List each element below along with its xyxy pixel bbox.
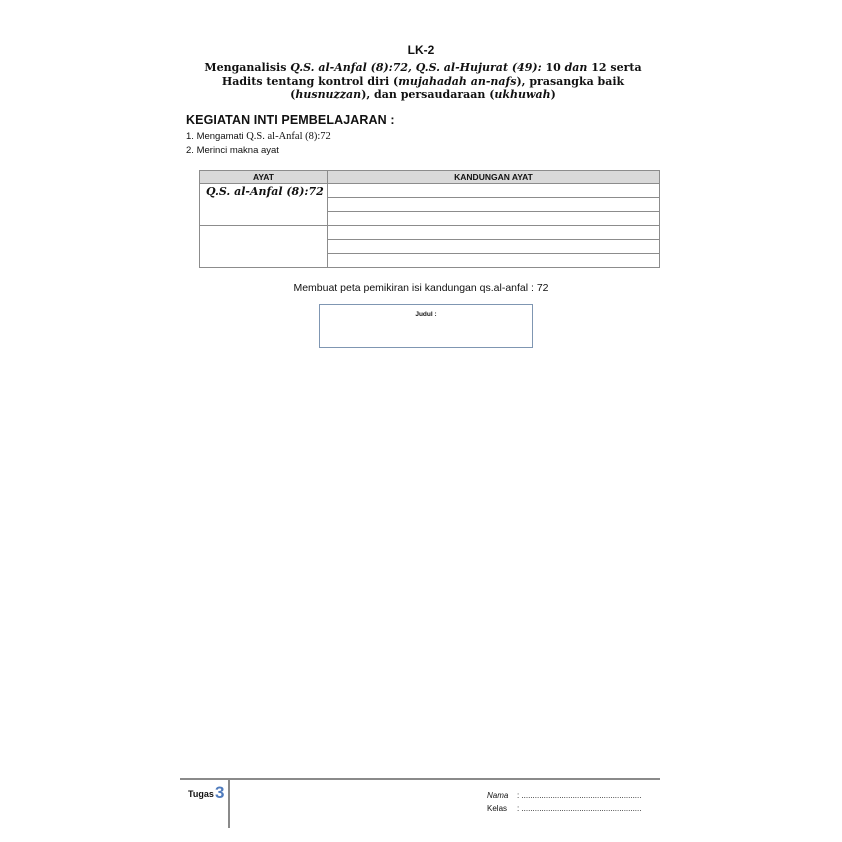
tugas-label: Tugas bbox=[188, 789, 214, 799]
step-reference: Q.S. al-Anfal (8):72 bbox=[246, 131, 331, 142]
table-row bbox=[200, 226, 660, 240]
nama-fill-line: : ...................................................... bbox=[517, 791, 642, 800]
ayat-label bbox=[200, 226, 327, 227]
step-text: Mengamati bbox=[196, 131, 247, 142]
step-text: Merinci makna ayat bbox=[196, 145, 279, 156]
kandungan-cell[interactable] bbox=[328, 254, 660, 268]
step-item bbox=[186, 131, 331, 142]
tugas-number: 3 bbox=[215, 783, 225, 802]
kelas-fill-line: : ...................................................... bbox=[517, 804, 642, 813]
step-number: 2. bbox=[186, 145, 194, 156]
verse-table bbox=[199, 170, 660, 268]
ayat-cell bbox=[200, 184, 328, 226]
table-row bbox=[200, 184, 660, 198]
section-heading: KEGIATAN INTI PEMBELAJARAN : bbox=[186, 113, 395, 127]
step-item bbox=[186, 145, 279, 156]
document-title: Menganalisis Q.S. al-Anfal (8):72, Q.S. al-Hujurat (49): 10 dan 12 serta Hadits tentang kontrol diri (mujahadah an-nafs), prasangka baik (husnuzzan), dan persaudaraan (ukhuwah) bbox=[204, 61, 642, 101]
document-code: LK-2 bbox=[407, 43, 435, 57]
nama-field[interactable] bbox=[487, 791, 641, 800]
mind-map-box[interactable] bbox=[319, 304, 533, 348]
ayat-label: Q.S. al-Anfal (8):72 bbox=[206, 185, 324, 198]
mind-map-judul-label: Judul : bbox=[415, 311, 437, 318]
table-header-row bbox=[200, 171, 660, 184]
nama-label: Nama bbox=[487, 791, 509, 800]
mind-map-caption: Membuat peta pemikiran isi kandungan qs.al-anfal : 72 bbox=[293, 282, 549, 294]
kelas-field[interactable] bbox=[487, 804, 641, 813]
kandungan-cell[interactable] bbox=[328, 198, 660, 212]
header-ayat: AYAT bbox=[200, 171, 328, 184]
ayat-cell[interactable] bbox=[200, 226, 328, 268]
kandungan-cell[interactable] bbox=[328, 240, 660, 254]
footer-vertical-divider bbox=[228, 780, 230, 828]
kandungan-cell[interactable] bbox=[328, 212, 660, 226]
header-kandungan: KANDUNGAN AYAT bbox=[328, 171, 660, 184]
kelas-label: Kelas bbox=[487, 804, 508, 813]
step-number: 1. bbox=[186, 131, 194, 142]
kandungan-cell[interactable] bbox=[328, 184, 660, 198]
footer-divider bbox=[180, 778, 660, 780]
kandungan-cell[interactable] bbox=[328, 226, 660, 240]
